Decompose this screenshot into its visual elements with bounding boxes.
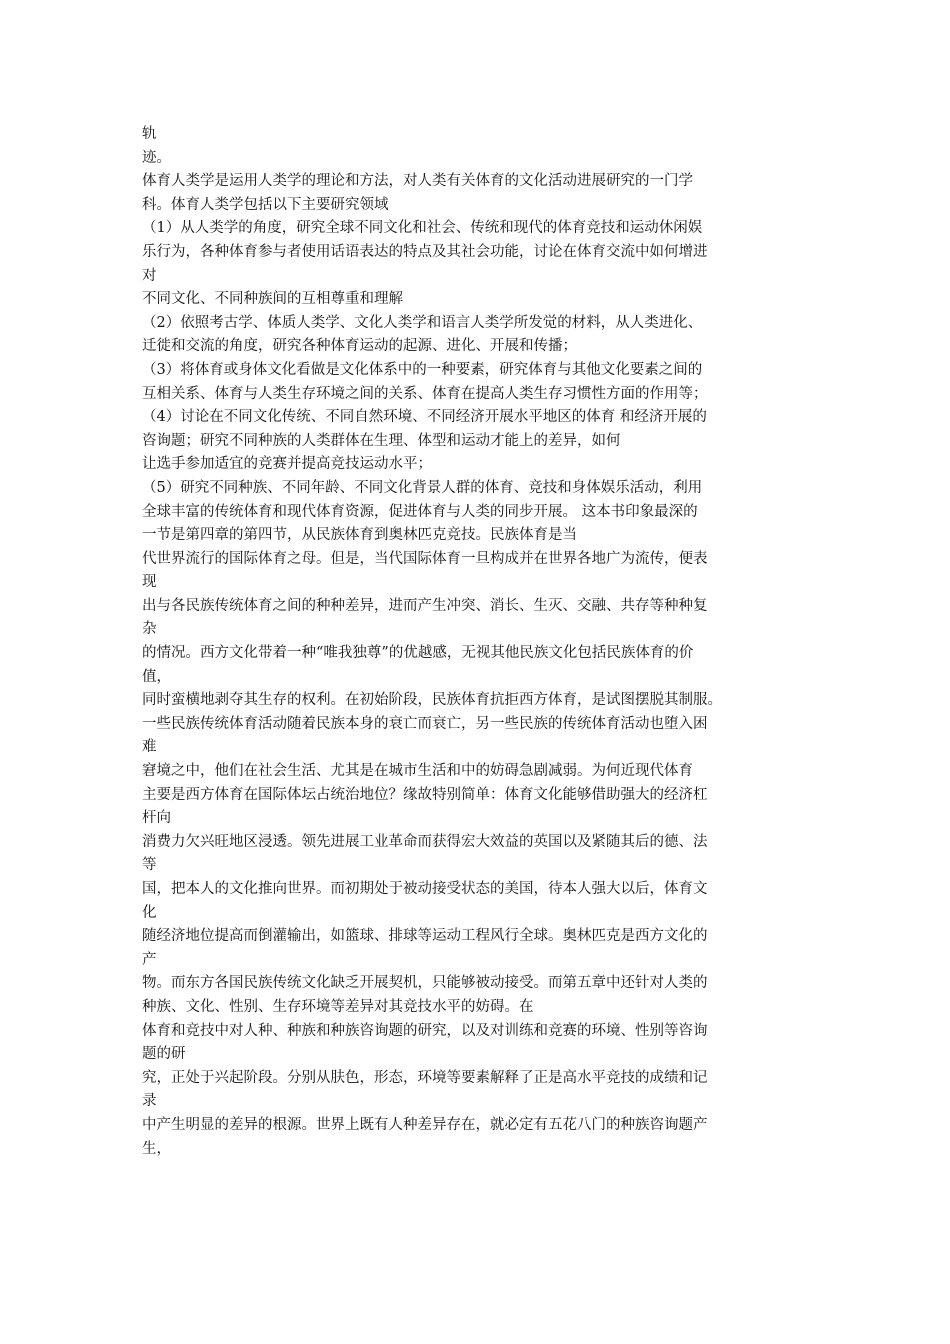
text-line: 物。而东方各国民族传统文化缺乏开展契机，只能够被动接受。而第五章中还针对人类的 (142, 975, 708, 992)
text-line: 让选手参加适宜的竞赛并提高竞技运动水平； (142, 456, 432, 473)
text-line: 题的研 (142, 1046, 186, 1063)
text-line: 互相关系、体育与人类生存环境之间的关系、体育在提高人类生存习惯性方面的作用等； (142, 385, 708, 402)
text-line: 的情况。西方文化带着一种“唯我独尊”的优越感，无视其他民族文化包括民族体育的价 (142, 645, 694, 662)
text-line: 值， (142, 668, 171, 685)
text-line: 究，正处于兴起阶段。分别从肤色，形态，环境等要素解释了正是高水平竞技的成绩和记 (142, 1069, 708, 1086)
text-line: 等 (142, 857, 157, 874)
text-line: 代世界流行的国际体育之母。但是，当代国际体育一旦构成并在世界各地广为流传，便表 (142, 550, 708, 567)
text-line: （1）从人类学的角度，研究全球不同文化和社会、传统和现代的体育竞技和运动休闲娱 (142, 220, 703, 237)
text-line: （3）将体育或身体文化看做是文化体系中的一种要素，研究体育与其他文化要素之间的 (142, 361, 703, 378)
text-line: 录 (142, 1093, 157, 1110)
text-line: 轨 (142, 126, 157, 142)
text-line: 种族、文化、性别、生存环境等差异对其竞技水平的妨碍。在 (142, 998, 534, 1015)
text-line: 一节是第四章的第四节，从民族体育到奥林匹克竞技。民族体育是当 (142, 527, 577, 544)
text-line: 同时蛮横地剥夺其生存的权利。在初始阶段，民族体育抗拒西方体育，是试图摆脱其制服。 (142, 692, 722, 709)
text-line: 乐行为，各种体育参与者使用话语表达的特点及其社会功能，讨论在体育交流中如何增进 (142, 243, 708, 260)
text-line: 迹。 (142, 149, 171, 166)
text-line: 全球丰富的传统体育和现代体育资源，促进体育与人类的同步开展。 这本书印象最深的 (142, 503, 698, 520)
text-line: 出与各民族传统体育之间的种种差异，进而产生冲突、消长、生灭、交融、共存等种种复 (142, 597, 708, 614)
text-line: 一些民族传统体育活动随着民族本身的衰亡而衰亡，另一些民族的传统体育活动也堕入困 (142, 715, 708, 732)
text-line: 消费力欠兴旺地区浸透。领先进展工业革命而获得宏大效益的英国以及紧随其后的德、法 (142, 833, 708, 850)
text-line: 杂 (142, 621, 157, 638)
text-line: 科。体育人类学包括以下主要研究领域 (142, 196, 389, 213)
text-line: 不同文化、不同种族间的互相尊重和理解 (142, 291, 403, 308)
text-line: 生， (142, 1140, 171, 1157)
text-line: （2）依照考古学、体质人类学、文化人类学和语言人类学所发觉的材料，从人类进化、 (142, 314, 703, 331)
text-line: 产 (142, 951, 157, 968)
text-line: （4）讨论在不同文化传统、不同自然环境、不同经济开展水平地区的体育 和经济开展的 (142, 409, 707, 426)
text-line: 迁徙和交流的角度，研究各种体育运动的起源、进化、开展和传播； (142, 338, 577, 355)
text-line: 对 (142, 267, 157, 284)
text-line: 国，把本人的文化推向世界。而初期处于被动接受状态的美国，待本人强大以后，体育文 (142, 881, 708, 897)
text-line: 咨询题；研究不同种族的人类群体在生理、体型和运动才能上的差异，如何 (142, 432, 621, 449)
text-line: 随经济地位提高而倒灌输出，如篮球、排球等运动工程风行全球。奥林匹克是西方文化的 (142, 928, 708, 945)
text-line: 窘境之中，他们在社会生活、尤其是在城市生活和中的妨碍急剧减弱。为何近现代体育 (142, 763, 693, 780)
text-line: （5）研究不同种族、不同年龄、不同文化背景人群的体育、竞技和身体娱乐活动，利用 (142, 479, 703, 496)
text-line: 难 (142, 739, 157, 756)
text-line: 中产生明显的差异的根源。世界上既有人种差异存在，就必定有五花八门的种族咨询题产 (142, 1116, 708, 1133)
text-line: 杆向 (142, 810, 171, 827)
body-text (142, 123, 810, 1161)
text-line: 主要是西方体育在国际体坛占统治地位？缘故特别简单：体育文化能够借助强大的经济杠 (142, 786, 708, 803)
text-line: 现 (142, 574, 157, 591)
text-line: 化 (142, 904, 157, 921)
text-line: 体育人类学是运用人类学的理论和方法，对人类有关体育的文化活动进展研究的一门学 (142, 173, 693, 190)
text-line: 体育和竞技中对人种、种族和种族咨询题的研究，以及对训练和竞赛的环境、性别等咨询 (142, 1022, 708, 1039)
